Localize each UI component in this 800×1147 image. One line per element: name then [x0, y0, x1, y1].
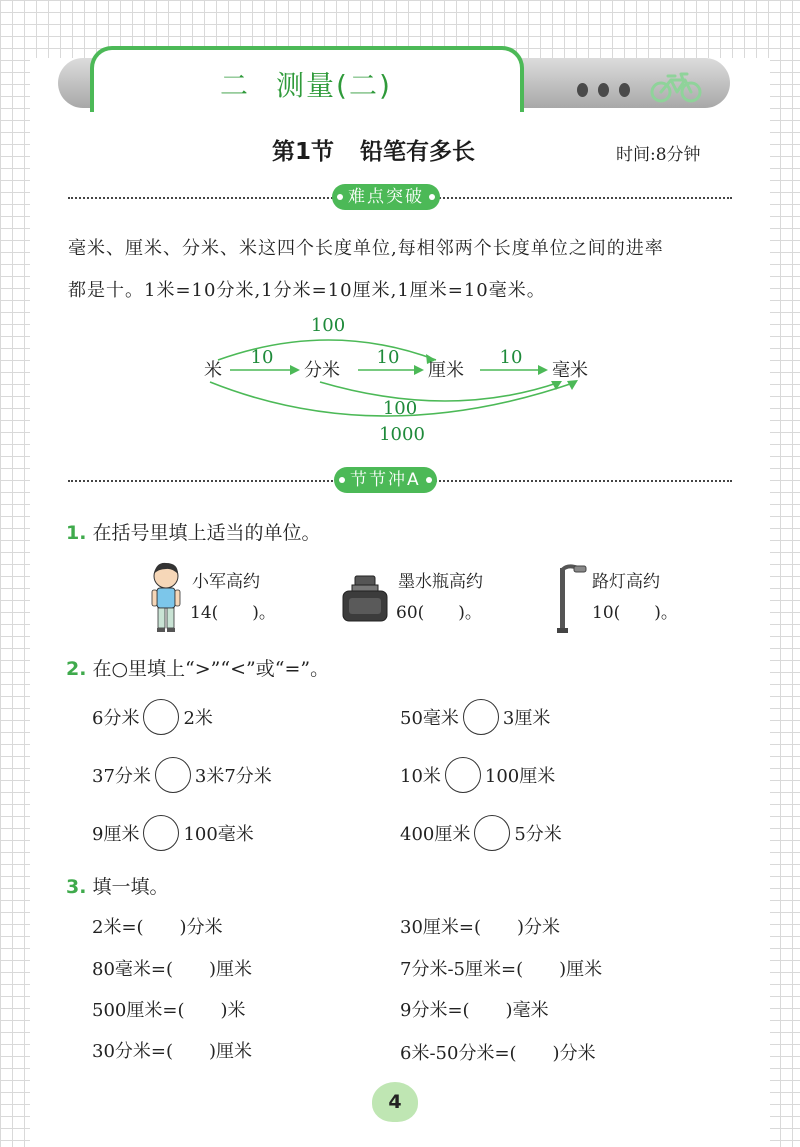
unit-cm: 厘米 [428, 360, 464, 381]
q2-row-2-left: 37分米 3米7分米 [92, 757, 272, 793]
q3-row-4-left[interactable]: 30分米=( )厘米 [92, 1041, 253, 1062]
question-3-number: 3. [66, 876, 87, 898]
label-10-b: 10 [376, 347, 400, 368]
compare-circle[interactable] [155, 757, 191, 793]
q1-item-3-label: 路灯高约 [592, 572, 660, 592]
q3-row-1-left[interactable]: 2米=( )分米 [92, 917, 223, 938]
section-name: 铅笔有多长 [360, 139, 476, 165]
street-lamp-icon [554, 562, 590, 634]
q2-row-1-left: 6分米 2米 [92, 699, 213, 735]
q2-row-3-left: 9厘米 100毫米 [92, 815, 254, 851]
compare-circle[interactable] [463, 699, 499, 735]
explanation-line-2: 都是十。1米=10分米,1分米=10厘米,1厘米=10毫米。 [68, 280, 546, 301]
label-1000: 1000 [379, 424, 425, 445]
unit-conversion-diagram [190, 310, 610, 450]
unit-dm: 分米 [304, 360, 340, 381]
bicycle-icon [650, 70, 702, 104]
compare-circle[interactable] [474, 815, 510, 851]
section-title [272, 133, 475, 166]
page-number: 4 [372, 1082, 418, 1122]
q1-item-3-answer[interactable]: 10( )。 [592, 603, 678, 623]
chapter-number: 二 [220, 69, 251, 102]
question-2-number: 2. [66, 658, 87, 680]
unit-mm: 毫米 [552, 360, 588, 381]
question-1 [66, 518, 320, 545]
boy-icon [146, 560, 186, 636]
explanation-line-1: 毫米、厘米、分米、米这四个长度单位,每相邻两个长度单位之间的进率 [68, 238, 664, 259]
q1-item-1-label: 小军高约 [192, 572, 260, 592]
label-100-top: 100 [310, 315, 346, 336]
chapter-name: 测量(二) [276, 69, 392, 102]
question-3 [66, 872, 168, 899]
header-dots [577, 82, 640, 101]
compare-circle[interactable] [445, 757, 481, 793]
label-10-c: 10 [499, 347, 523, 368]
question-1-text: 在括号里填上适当的单位。 [92, 522, 321, 544]
q1-item-2-answer[interactable]: 60( )。 [396, 603, 482, 623]
compare-circle[interactable] [143, 699, 179, 735]
q3-row-3-right[interactable]: 9分米=( )毫米 [400, 1000, 549, 1021]
label-100-mid: 100 [382, 398, 418, 419]
q1-item-1-answer[interactable]: 14( )。 [190, 603, 276, 623]
question-1-number: 1. [66, 522, 87, 544]
q2-row-3-right: 400厘米 5分米 [400, 815, 562, 851]
ink-bottle-icon [340, 574, 390, 624]
q3-row-1-right[interactable]: 30厘米=( )分米 [400, 917, 561, 938]
q3-row-4-right[interactable]: 6米-50分米=( )分米 [400, 1043, 596, 1064]
chapter-title [220, 64, 420, 104]
q1-item-2-label: 墨水瓶高约 [398, 572, 483, 592]
q2-row-2-right: 10米 100厘米 [400, 757, 555, 793]
compare-circle[interactable] [143, 815, 179, 851]
section-number: 第1节 [272, 139, 335, 165]
q3-row-2-right[interactable]: 7分米-5厘米=( )厘米 [400, 959, 603, 980]
question-3-text: 填一填。 [92, 876, 169, 898]
q3-row-3-left[interactable]: 500厘米=( )米 [92, 1000, 246, 1021]
banner-section-a: 节节冲A [334, 467, 437, 493]
question-2-text: 在○里填上“>”“<”或“=”。 [92, 658, 330, 680]
banner-difficult: 难点突破 [332, 184, 440, 210]
q2-row-1-right: 50毫米 3厘米 [400, 699, 550, 735]
time-limit: 时间:8分钟 [616, 145, 701, 165]
label-10-a: 10 [250, 347, 274, 368]
q3-row-2-left[interactable]: 80毫米=( )厘米 [92, 959, 253, 980]
question-2 [66, 654, 329, 681]
unit-m: 米 [204, 360, 222, 381]
